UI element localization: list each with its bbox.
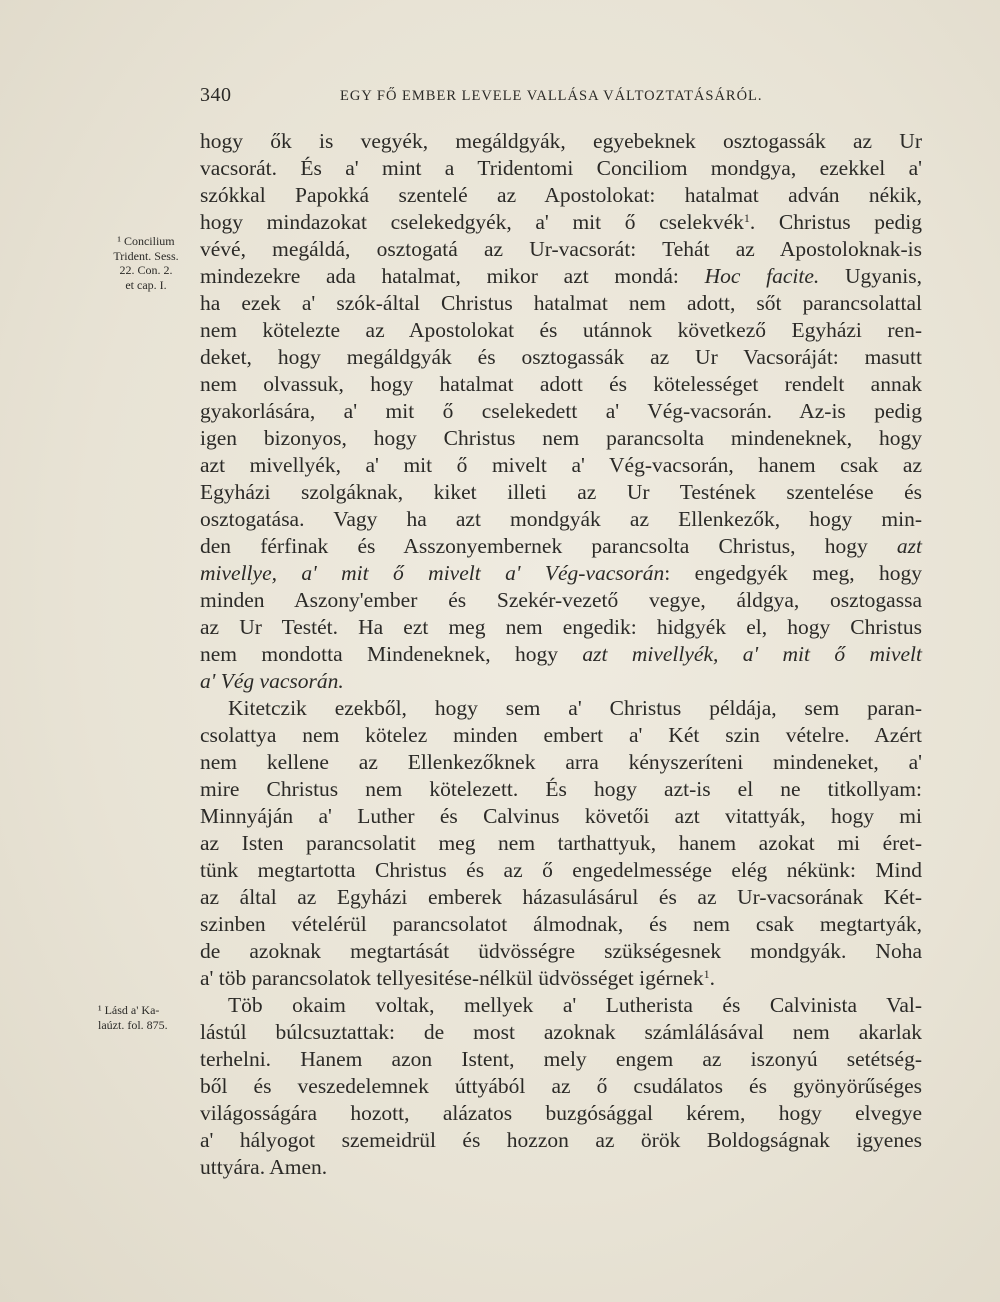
line-text: lástúl búlcsuztattak: de most azoknak számlálásával nem akarlak <box>200 1020 922 1044</box>
text-line <box>200 1019 922 1046</box>
text-line <box>200 587 922 614</box>
text-line <box>200 911 922 938</box>
line-text: szókkal Papokká szentelé az Apostolokat: hatalmat adván nékik, <box>200 183 922 207</box>
margin-note-line: Trident. Sess. <box>113 248 179 263</box>
text-line <box>200 317 922 344</box>
line-text: a' töb parancsolatok tellyesitése-nélkül üdvösséget igérnek <box>200 966 704 990</box>
text-line <box>200 371 922 398</box>
text-line <box>200 506 922 533</box>
margin-note-concilium <box>96 234 196 292</box>
line-text: Kitetczik ezekből, hogy sem a' Christus példája, sem paran- <box>228 696 922 720</box>
text-line <box>200 533 922 560</box>
text-line <box>200 398 922 425</box>
line-text: az Ur Testét. Ha ezt meg nem engedik: hidgyék el, hogy Christus <box>200 615 922 639</box>
margin-note-line: et cap. I. <box>125 277 167 292</box>
italic-text: azt <box>896 534 922 558</box>
text-line <box>200 614 922 641</box>
line-text: nem kötelezte az Apostolokat és utánnok következő Egyházi ren- <box>200 318 922 342</box>
italic-text: Hoc facite. <box>704 264 820 288</box>
margin-note-line: ¹ Concilium <box>117 234 175 248</box>
text-line <box>200 128 922 155</box>
line-text: minden Aszony'ember és Szekér-vezető vegye, áldgya, osztogassa <box>200 588 922 612</box>
line-text: szinben vételérül parancsolatot álmodnak, és nem csak megtartyák, <box>200 912 922 936</box>
line-text: deket, hogy megáldgyák és osztogassák az Ur Vacsoráját: masutt <box>200 345 922 369</box>
line-text: nem mondotta Mindeneknek, hogy <box>200 642 583 666</box>
page-header <box>200 84 930 114</box>
text-line <box>200 425 922 452</box>
footnote-marker: 1 <box>703 967 710 981</box>
italic-text: mivellye, a' mit ő mivelt a' Vég-vacsorán <box>200 561 665 585</box>
text-line <box>200 965 922 992</box>
text-line <box>200 857 922 884</box>
line-text: ből és veszedelemnek úttyából az ő csudálatos és gyönyörűséges <box>200 1074 922 1098</box>
text-line <box>200 560 922 587</box>
line-text: den férfinak és Asszonyembernek parancsolta Christus, hogy <box>200 534 897 558</box>
text-line <box>200 1046 922 1073</box>
margin-note-line: ¹ Lásd a' Ka- <box>98 1003 160 1017</box>
line-text: . Christus pedig <box>749 210 923 234</box>
line-text: az Isten parancsolatit meg nem tarthattyuk, hanem azokat mi éret- <box>200 831 922 855</box>
line-text: osztogatása. Vagy ha azt mondgyák az Ellenkezők, hogy min- <box>200 507 922 531</box>
text-line <box>200 830 922 857</box>
text-line <box>200 803 922 830</box>
line-text: tünk megtartotta Christus és az ő engedelmessége elég nékünk: Mind <box>200 858 922 882</box>
line-text: Egyházi szolgáknak, kiket illeti az Ur Testének szentelése és <box>200 480 922 504</box>
line-text: vacsorát. És a' mint a Tridentomi Conciliom mondgya, ezekkel a' <box>200 156 922 180</box>
line-text: : engedgyék meg, hogy <box>664 561 922 585</box>
text-line <box>200 290 922 317</box>
text-line <box>200 263 922 290</box>
line-text: az által az Egyházi emberek házasulásárul és az Ur-vacsorának Két- <box>200 885 922 909</box>
margin-note-kalauzt <box>98 1003 194 1032</box>
margin-note-line: 22. Con. 2. <box>119 263 173 277</box>
line-text: mindezekre ada hatalmat, mikor azt mondá: <box>200 264 705 288</box>
text-line <box>200 776 922 803</box>
text-line <box>200 668 922 695</box>
text-line <box>200 155 922 182</box>
italic-text: azt mivellyék, a' mit ő mivelt <box>582 642 922 666</box>
text-line <box>200 1154 922 1181</box>
line-text: vévé, megáldá, osztogatá az Ur-vacsorát: Tehát az Apostoloknak-is <box>200 237 922 261</box>
line-text: Minnyáján a' Luther és Calvinus követői azt vitattyák, hogy mi <box>200 804 922 828</box>
line-text: csolattya nem kötelez minden embert a' Két szin vételre. Azért <box>200 723 922 747</box>
text-line <box>200 884 922 911</box>
text-line <box>200 722 922 749</box>
line-text: hogy mindazokat cselekedgyék, a' mit ő cselekvék <box>200 210 744 234</box>
text-line <box>200 1073 922 1100</box>
text-line <box>200 749 922 776</box>
italic-text: a' Vég vacsorán. <box>200 669 344 693</box>
line-text: . <box>709 966 715 990</box>
footnote-marker: 1 <box>743 211 750 225</box>
text-line <box>200 1127 922 1154</box>
text-line <box>200 344 922 371</box>
line-text: azt mivellyék, a' mit ő mivelt a' Vég-vacsorán, hanem csak az <box>200 453 922 477</box>
text-line <box>200 452 922 479</box>
line-text: Töb okaim voltak, mellyek a' Lutherista és Calvinista Val- <box>228 993 922 1017</box>
line-text: de azoknak megtartását üdvösségre szükségesnek mondgyák. Noha <box>200 939 922 963</box>
body-text <box>200 128 922 1181</box>
text-line <box>200 479 922 506</box>
line-text: igen bizonyos, hogy Christus nem parancsolta mindeneknek, hogy <box>200 426 922 450</box>
line-text: világosságára hozott, alázatos buzgósággal kérem, hogy elvegye <box>200 1101 922 1125</box>
line-text: ha ezek a' szók-által Christus hatalmat nem adott, sőt parancsolattal <box>200 291 922 315</box>
line-text: a' hályogot szemeidrül és hozzon az örök Boldogságnak igyenes <box>200 1128 922 1152</box>
text-line <box>200 641 922 668</box>
text-line <box>200 695 922 722</box>
text-line <box>200 1100 922 1127</box>
text-line <box>200 236 922 263</box>
line-text: mire Christus nem kötelezett. És hogy azt-is el ne titkollyam: <box>200 777 922 801</box>
line-text: terhelni. Hanem azon Istent, mely engem az iszonyú setétség- <box>200 1047 922 1071</box>
line-text: nem kellene az Ellenkezőknek arra kényszeríteni mindeneket, a' <box>200 750 922 774</box>
text-line <box>200 992 922 1019</box>
margin-note-line: laúzt. fol. 875. <box>98 1017 168 1032</box>
page-number: 340 <box>200 84 232 106</box>
line-text: uttyára. Amen. <box>200 1155 328 1179</box>
text-line <box>200 209 922 236</box>
line-text: gyakorlására, a' mit ő cselekedett a' Vég-vacsorán. Az-is pedig <box>200 399 922 423</box>
line-text: hogy ők is vegyék, megáldgyák, egyebeknek osztogassák az Ur <box>200 129 922 153</box>
text-line <box>200 182 922 209</box>
line-text: Ugyanis, <box>819 264 922 288</box>
running-title: EGY FŐ EMBER LEVELE VALLÁSA VÁLTOZTATÁSÁRÓL. <box>340 88 763 104</box>
line-text: nem olvassuk, hogy hatalmat adott és kötelességet rendelt annak <box>200 372 922 396</box>
text-line <box>200 938 922 965</box>
